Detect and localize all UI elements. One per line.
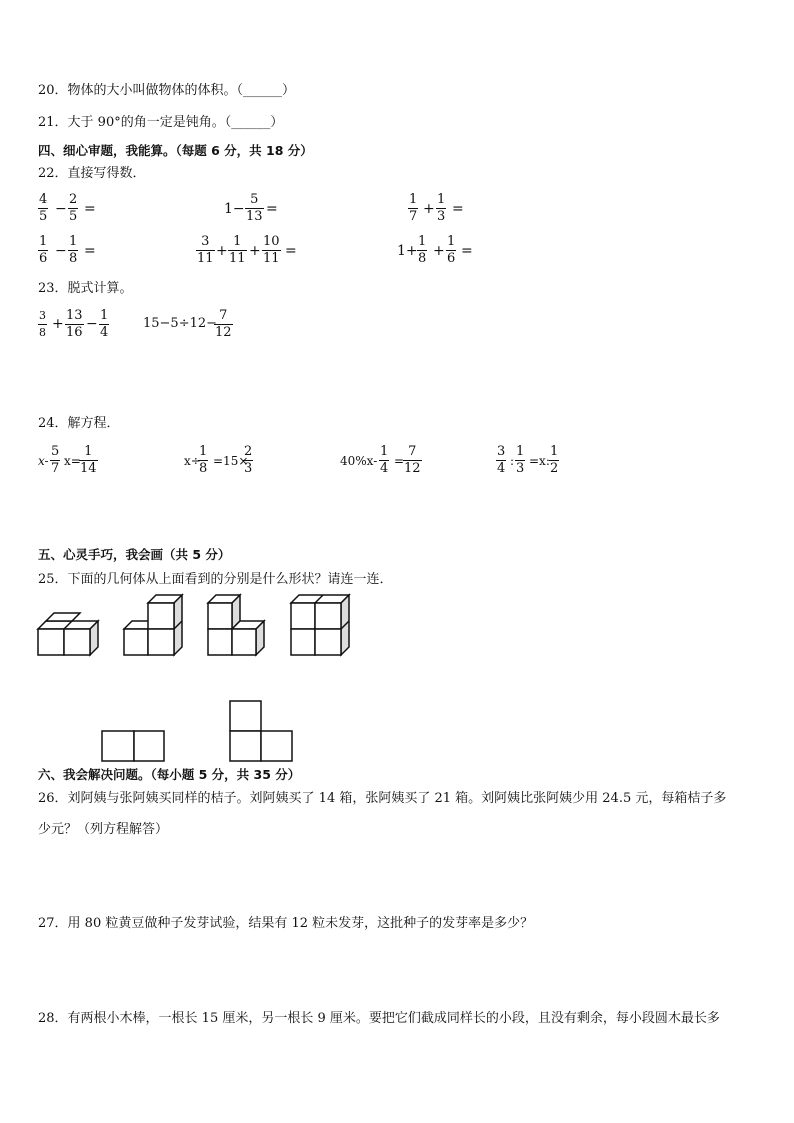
question-22: 22．直接写得数． <box>38 166 146 181</box>
question-26-line-1: 26．刘阿姨与张阿姨买同样的桔子。刘阿姨买了 14 箱，张阿姨买了 21 箱。刘阿姨比张阿姨少用 24.5 元，每箱桔子多 <box>38 791 727 806</box>
solid-4 <box>291 595 349 655</box>
section-6-heading: 六、我会解决问题。（每小题 5 分，共 35 分） <box>38 767 301 782</box>
solid-3 <box>208 595 264 655</box>
solid-1 <box>38 613 98 655</box>
question-26-line-2: 少元？（列方程解答） <box>38 822 169 837</box>
top-view-2 <box>230 701 292 761</box>
question-23: 23．脱式计算。 <box>38 281 133 296</box>
solid-2 <box>124 595 182 655</box>
top-view-1 <box>102 731 164 761</box>
question-24: 24．解方程． <box>38 416 120 431</box>
question-28: 28．有两根小木棒，一根长 15 厘米，另一根长 9 厘米。要把它们截成同样长的小段，且没有剩余，每小段圆木最长多 <box>38 1011 720 1026</box>
question-20: 20．物体的大小叫做物体的体积。（______） <box>38 83 296 98</box>
section-4-heading: 四、细心审题，我能算。（每题 6 分，共 18 分） <box>38 143 313 158</box>
question-25: 25．下面的几何体从上面看到的分别是什么形状？请连一连． <box>38 572 393 587</box>
question-27: 27．用 80 粒黄豆做种子发芽试验，结果有 12 粒未发芽，这批种子的发芽率是多少？ <box>38 916 534 931</box>
question-21: 21．大于 90°的角一定是钝角。（______） <box>38 115 284 130</box>
section-5-heading: 五、心灵手巧，我会画（共 5 分） <box>38 547 231 562</box>
